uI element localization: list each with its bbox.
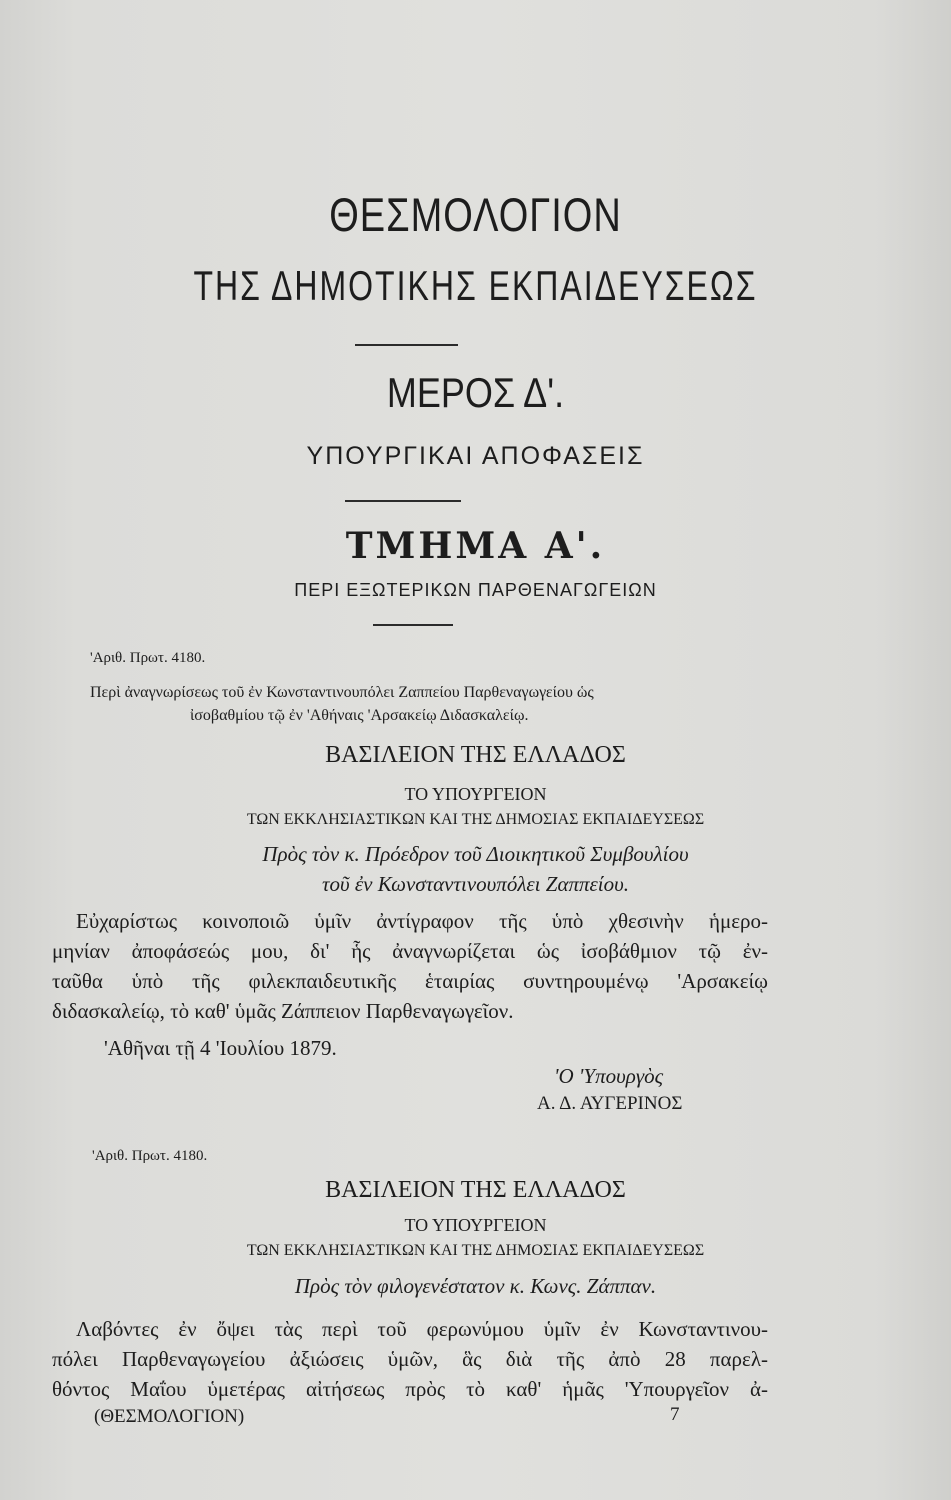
protocol-number: 'Αριθ. Πρωτ. 4180. [90, 650, 206, 666]
body-line: Εὐχαρίστως κοινοποιῶ ὑμῖν ἀντίγραφον τῆς ὑπὸ χθεσινὴν ἡμερο- [76, 909, 768, 933]
body-line: μηνίαν ἀποφάσεώς μου, δι' ἧς ἀναγνωρίζεται ὡς ἰσοβάθμιον τῷ ἐν- [52, 939, 768, 963]
ministry-heading: ΤΟ ΥΠΟΥΡΓΕΙΟΝ [404, 784, 547, 804]
addressee-line: τοῦ ἐν Κωνσταντινουπόλει Ζαππείου. [321, 872, 630, 896]
subject-line: Περὶ ἀναγνωρίσεως τοῦ ἐν Κωνσταντινουπόλει Ζαππείου Παρθεναγωγείου ὡς [90, 684, 594, 701]
signer-name: Α. Δ. ΑΥΓΕΡΙΝΟΣ [537, 1093, 683, 1114]
running-footer: (ΘΕΣΜΟΛΟΓΙΟΝ) [94, 1406, 245, 1427]
divider [345, 500, 461, 502]
body-line: Λαβόντες ἐν ὄψει τὰς περὶ τοῦ φερωνύμου ὑμῖν ἐν Κωνσταντινου- [76, 1317, 768, 1341]
section-subtitle: ΠΕΡΙ ΕΞΩΤΕΡΙΚΩΝ ΠΑΡΘΕΝΑΓΩΓΕΙΩΝ [294, 580, 657, 600]
signer-title: 'Ο 'Υπουργὸς [554, 1064, 664, 1088]
ministry-full-name: ΤΩΝ ΕΚΚΛΗΣΙΑΣΤΙΚΩΝ ΚΑΙ ΤΗΣ ΔΗΜΟΣΙΑΣ ΕΚΠΑΙΔΕΥΣΕΩΣ [246, 811, 705, 828]
body-line: πόλει Παρθεναγωγείου ἀξιώσεις ὑμῶν, ἃς διὰ τῆς ἀπὸ 28 παρελ- [52, 1347, 768, 1371]
body-line: ταῦθα ὑπὸ τῆς φιλεκπαιδευτικῆς ἑταιρίας συντηρουμένῳ 'Αρσακείῳ [52, 969, 768, 993]
body-line: θόντος Μαΐου ὑμετέρας αἰτήσεως πρὸς τὸ καθ' ἡμᾶς 'Υπουργεῖον ἀ- [52, 1377, 768, 1401]
divider [373, 624, 453, 626]
addressee-line: Πρὸς τὸν κ. Πρόεδρον τοῦ Διοικητικοῦ Συμβουλίου [262, 842, 689, 866]
body-line: διδασκαλείῳ, τὸ καθ' ὑμᾶς Ζάππειον Παρθεναγωγεῖον. [52, 999, 514, 1023]
protocol-number: 'Αριθ. Πρωτ. 4180. [92, 1148, 208, 1164]
divider [355, 344, 458, 346]
subject-line: ἰσοβαθμίου τῷ ἐν 'Αθήναις 'Αρσακείῳ Διδασκαλείῳ. [190, 707, 529, 724]
section-heading: ΤΜΗΜΑ Α'. [345, 525, 606, 567]
ministry-heading: ΤΟ ΥΠΟΥΡΓΕΙΟΝ [404, 1215, 547, 1235]
date-line: 'Αθῆναι τῇ 4 'Ιουλίου 1879. [104, 1036, 337, 1060]
signature-mark: 7 [670, 1404, 680, 1425]
book-title: ΘΕΣΜΟΛΟΓΙΟΝ [329, 189, 622, 243]
ministry-full-name: ΤΩΝ ΕΚΚΛΗΣΙΑΣΤΙΚΩΝ ΚΑΙ ΤΗΣ ΔΗΜΟΣΙΑΣ ΕΚΠΑΙΔΕΥΣΕΩΣ [246, 1242, 705, 1259]
part-heading: ΜΕΡΟΣ Δ'. [386, 368, 565, 416]
kingdom-heading: ΒΑΣΙΛΕΙΟΝ ΤΗΣ ΕΛΛΑΔΟΣ [325, 742, 626, 768]
kingdom-heading: ΒΑΣΙΛΕΙΟΝ ΤΗΣ ΕΛΛΑΔΟΣ [325, 1177, 626, 1203]
book-subtitle: ΤΗΣ ΔΗΜΟΤΙΚΗΣ ΕΚΠΑΙΔΕΥΣΕΩΣ [193, 262, 758, 310]
addressee-line: Πρὸς τὸν φιλογενέστατον κ. Κωνς. Ζάππαν. [294, 1274, 657, 1298]
part-subtitle: ΥΠΟΥΡΓΙΚΑΙ ΑΠΟΦΑΣΕΙΣ [306, 442, 645, 470]
